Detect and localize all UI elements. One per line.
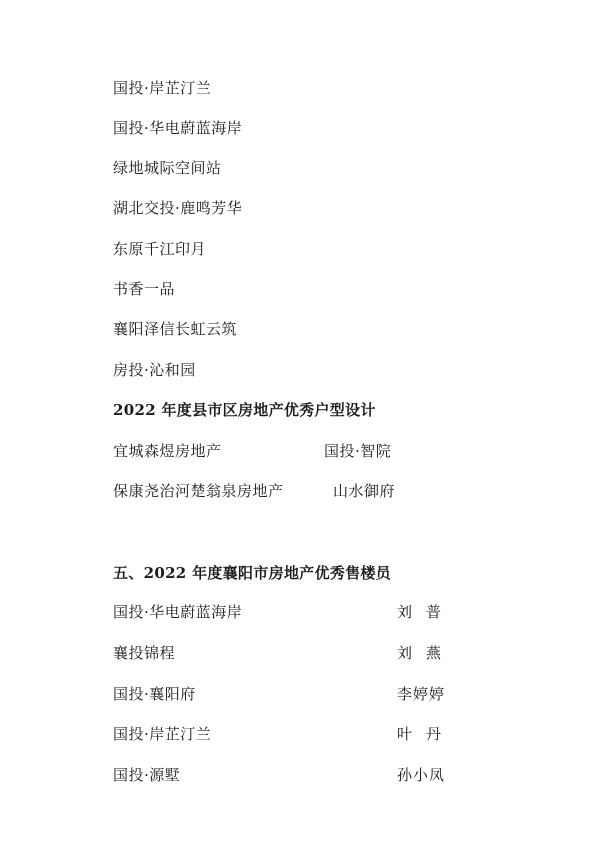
- design-company: 保康尧治河楚翁泉房地产: [113, 482, 284, 500]
- sales-project: 国投·华电蔚蓝海岸: [113, 603, 243, 621]
- sales-person: 叶丹: [397, 725, 456, 743]
- design-company: 宜城森煜房地产: [113, 442, 222, 460]
- section-heading-sales: 五、2022 年度襄阳市房地产优秀售楼员: [113, 564, 391, 582]
- project-item: 襄阳泽信长虹云筑: [113, 320, 238, 338]
- sales-project: 国投·襄阳府: [113, 685, 196, 703]
- project-item: 国投·岸芷汀兰: [113, 79, 212, 97]
- sales-project: 国投·源墅: [113, 766, 181, 784]
- project-item: 绿地城际空间站: [113, 159, 222, 177]
- project-item: 东原千江印月: [113, 240, 207, 258]
- sales-project: 襄投锦程: [113, 644, 176, 662]
- sales-person: 李婷婷: [397, 685, 446, 703]
- sales-project: 国投·岸芷汀兰: [113, 725, 212, 743]
- project-item: 书香一品: [113, 280, 176, 298]
- sales-person: 孙小凤: [397, 766, 446, 784]
- project-item: 国投·华电蔚蓝海岸: [113, 119, 243, 137]
- sales-person: 刘燕: [397, 644, 456, 662]
- project-item: 湖北交投·鹿鸣芳华: [113, 199, 243, 217]
- design-project: 山水御府: [333, 482, 396, 500]
- project-item: 房投·沁和园: [113, 361, 196, 379]
- section-heading-design: 2022 年度县市区房地产优秀户型设计: [113, 401, 376, 419]
- sales-person: 刘普: [397, 603, 456, 621]
- design-project: 国投·智院: [324, 442, 392, 460]
